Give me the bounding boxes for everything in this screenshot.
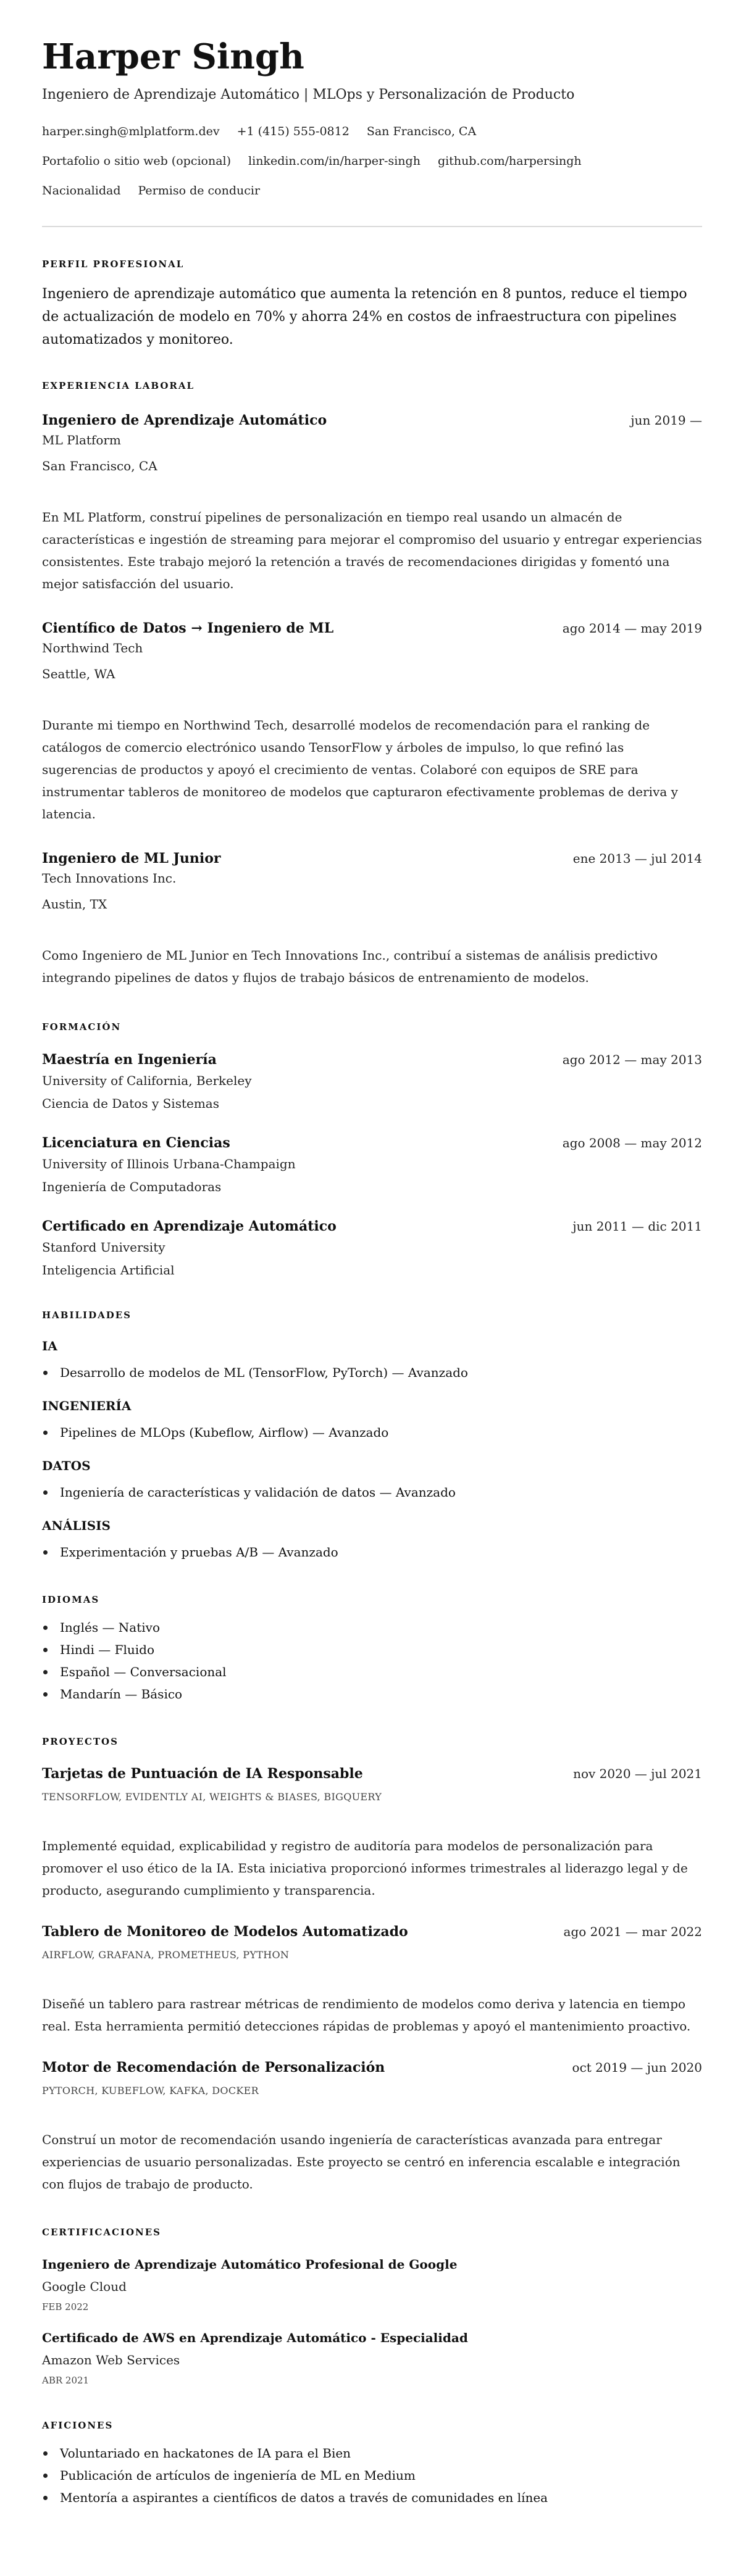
linkedin-link[interactable]: linkedin.com/in/harper-singh: [248, 154, 421, 168]
section-heading-experience: EXPERIENCIA LABORAL: [42, 380, 195, 391]
skill-items: [42, 1543, 702, 1561]
certifications-list: [42, 2256, 702, 2387]
education-header: [42, 1218, 702, 1235]
section-heading-projects: PROYECTOS: [42, 1736, 119, 1747]
section-heading-summary: PERFIL PROFESIONAL: [42, 259, 185, 270]
section-heading-skills: HABILIDADES: [42, 1310, 132, 1321]
project-dates: ago 2021 — mar 2022: [563, 1924, 702, 1939]
job-description: Durante mi tiempo en Northwind Tech, desarrollé modelos de recomendación para el ranking de catálogos de comercio electrónico usando TensorFlow y árboles de impulso, lo que refinó las sugerencias de productos y apoyó el crecimiento de ventas. Colaboré con equipos de SRE para instrumentar tableros de monitoreo de modelos que capturaron efectivamente problemas de deriva y latencia.: [42, 718, 678, 821]
contact-info: [42, 117, 702, 206]
certification-item: [42, 2256, 702, 2314]
language-item-text: Inglés — Nativo: [60, 1620, 160, 1635]
skill-item: [42, 1423, 702, 1442]
experience-list: [42, 412, 702, 989]
language-item: [42, 1683, 702, 1705]
bullet-icon: [43, 1670, 48, 1674]
project-tech: TENSORFLOW, EVIDENTLY AI, WEIGHTS & BIASES, BIGQUERY: [42, 1791, 382, 1803]
section-heading-certifications: CERTIFICACIONES: [42, 2227, 161, 2238]
skill-category: ANÁLISIS: [42, 1518, 111, 1533]
language-item-text: Hindi — Fluido: [60, 1642, 155, 1657]
language-item: [42, 1616, 702, 1639]
email-link[interactable]: harper.singh@mlplatform.dev: [42, 125, 220, 138]
job-title: Ingeniero de Aprendizaje Automático: [42, 412, 327, 428]
field-of-study: Inteligencia Artificial: [42, 1263, 175, 1278]
certification-issuer: Amazon Web Services: [42, 2353, 180, 2367]
project-header: [42, 2059, 702, 2076]
bullet-icon: [43, 2474, 48, 2478]
language-item-text: Español — Conversacional: [60, 1664, 227, 1679]
job-dates: ene 2013 — jul 2014: [572, 851, 702, 866]
degree: Licenciatura en Ciencias: [42, 1135, 230, 1151]
job-dates: jun 2019 —: [630, 413, 702, 428]
experience-header: [42, 412, 702, 429]
job-location: Seattle, WA: [42, 667, 115, 681]
portfolio-link[interactable]: Portafolio o sitio web (opcional): [42, 154, 232, 168]
project-dates: nov 2020 — jul 2021: [573, 1766, 702, 1781]
bullet-icon: [43, 2496, 48, 2500]
school: Stanford University: [42, 1240, 165, 1255]
bullet-icon: [43, 1692, 48, 1697]
project-item: [42, 2059, 702, 2195]
project-dates: oct 2019 — jun 2020: [572, 2060, 702, 2075]
skills-list: [42, 1338, 702, 1561]
experience-header: [42, 620, 702, 637]
bullet-icon: [43, 1371, 48, 1375]
skill-item: [42, 1483, 702, 1502]
project-title: Tarjetas de Puntuación de IA Responsable: [42, 1766, 363, 1782]
section-heading-education: FORMACIÓN: [42, 1021, 122, 1032]
certification-title: Certificado de AWS en Aprendizaje Automático - Especialidad: [42, 2330, 468, 2345]
certification-item: [42, 2330, 702, 2387]
contact-row: [42, 146, 702, 176]
job-location: San Francisco, CA: [42, 459, 157, 473]
bullet-icon: [43, 2451, 48, 2456]
skill-text: Pipelines de MLOps (Kubeflow, Airflow) — Avanzado: [60, 1425, 389, 1440]
skill-item: [42, 1363, 702, 1382]
certification-date: ABR 2021: [42, 2375, 90, 2386]
contact-row: [42, 117, 702, 146]
skill-category: INGENIERÍA: [42, 1398, 132, 1413]
project-tech: PYTORCH, KUBEFLOW, KAFKA, DOCKER: [42, 2085, 259, 2096]
skill-text: Desarrollo de modelos de ML (TensorFlow, PyTorch) — Avanzado: [60, 1365, 468, 1380]
job-location: Austin, TX: [42, 897, 107, 912]
hobby-item: [42, 2464, 702, 2487]
project-tech: AIRFLOW, GRAFANA, PROMETHEUS, PYTHON: [42, 1949, 290, 1961]
project-description: Diseñé un tablero para rastrear métricas de rendimiento de modelos como deriva y latencia en tiempo real. Esta herramienta permitió detecciones rápidas de problemas y apoyó el mantenimiento proactivo.: [42, 1996, 691, 2034]
education-header: [42, 1134, 702, 1152]
bullet-icon: [43, 1431, 48, 1435]
candidate-name: Harper Singh: [42, 36, 304, 77]
bullet-icon: [43, 1550, 48, 1555]
hobby-item-text: Mentoría a aspirantes a científicos de datos a través de comunidades en línea: [60, 2490, 548, 2505]
summary-text: Ingeniero de aprendizaje automático que aumenta la retención en 8 puntos, reduce el tiempo de actualización de modelo en 70% y ahorra 24% en costos de infraestructura con pipelines automatizados y monitoreo.: [42, 286, 687, 347]
education-header: [42, 1051, 702, 1068]
skill-category: IA: [42, 1339, 57, 1353]
project-description: Construí un motor de recomendación usando ingeniería de características avanzada para entregar experiencias de usuario personalizadas. Este proyecto se centró en inferencia escalable e integración con flujos de trabajo de producto.: [42, 2132, 680, 2192]
driving-license: Permiso de conducir: [138, 184, 261, 197]
education-item: [42, 1051, 702, 1112]
experience-item: [42, 850, 702, 989]
project-header: [42, 1765, 702, 1782]
skill-items: [42, 1483, 702, 1502]
education-dates: ago 2012 — may 2013: [562, 1052, 702, 1067]
education-list: [42, 1051, 702, 1279]
bullet-icon: [43, 1490, 48, 1495]
projects-list: [42, 1765, 702, 2195]
degree: Maestría en Ingeniería: [42, 1052, 217, 1068]
job-title: Ingeniero de ML Junior: [42, 850, 221, 866]
skill-category: DATOS: [42, 1458, 91, 1473]
project-item: [42, 1765, 702, 1901]
job-description: Como Ingeniero de ML Junior en Tech Innovations Inc., contribuí a sistemas de análisis predictivo integrando pipelines de datos y flujos de trabajo básicos de entrenamiento de modelos.: [42, 948, 658, 985]
education-dates: jun 2011 — dic 2011: [572, 1219, 702, 1234]
language-item-text: Mandarín — Básico: [60, 1687, 183, 1701]
skill-items: [42, 1363, 702, 1382]
job-description: En ML Platform, construí pipelines de personalización en tiempo real usando un almacén de características e ingestión de streaming para mejorar el compromiso del usuario y entregar experiencias consistentes. Este trabajo mejoró la retención a través de recomendaciones dirigidas y fomentó una mejor satisfacción del usuario.: [42, 510, 702, 591]
experience-item: [42, 620, 702, 825]
degree: Certificado en Aprendizaje Automático: [42, 1218, 337, 1234]
project-title: Tablero de Monitoreo de Modelos Automatizado: [42, 1924, 408, 1940]
nationality: Nacionalidad: [42, 184, 121, 197]
project-header: [42, 1923, 702, 1940]
education-item: [42, 1134, 702, 1195]
phone: +1 (415) 555-0812: [237, 125, 350, 138]
location: San Francisco, CA: [366, 125, 477, 138]
language-item: [42, 1639, 702, 1661]
school: University of Illinois Urbana-Champaign: [42, 1157, 296, 1171]
field-of-study: Ingeniería de Computadoras: [42, 1179, 222, 1194]
skill-text: Ingeniería de características y validación de datos — Avanzado: [60, 1485, 456, 1500]
languages-list: [42, 1616, 702, 1705]
skill-items: [42, 1423, 702, 1442]
certification-date: FEB 2022: [42, 2301, 89, 2312]
project-description: Implementé equidad, explicabilidad y registro de auditoría para modelos de personalización para promover el uso ético de la IA. Esta iniciativa proporcionó informes trimestrales al liderazgo legal y de producto, asegurando cumplimiento y transparencia.: [42, 1839, 688, 1898]
hobby-item-text: Voluntariado en hackatones de IA para el Bien: [60, 2446, 351, 2461]
section-heading-languages: IDIOMAS: [42, 1594, 100, 1605]
certification-issuer: Google Cloud: [42, 2279, 127, 2294]
field-of-study: Ciencia de Datos y Sistemas: [42, 1096, 219, 1111]
project-item: [42, 1923, 702, 2037]
job-title: Científico de Datos → Ingeniero de ML: [42, 620, 334, 636]
section-heading-hobbies: AFICIONES: [42, 2420, 114, 2431]
education-item: [42, 1218, 702, 1279]
contact-row: [42, 176, 702, 206]
project-title: Motor de Recomendación de Personalización: [42, 2059, 385, 2075]
hobby-item: [42, 2442, 702, 2464]
company: Tech Innovations Inc.: [42, 871, 177, 886]
skill-text: Experimentación y pruebas A/B — Avanzado: [60, 1545, 338, 1560]
experience-item: [42, 412, 702, 595]
certification-title: Ingeniero de Aprendizaje Automático Profesional de Google: [42, 2257, 458, 2272]
github-link[interactable]: github.com/harpersingh: [437, 154, 582, 168]
bullet-icon: [43, 1626, 48, 1630]
education-dates: ago 2008 — may 2012: [562, 1136, 702, 1150]
headline: Ingeniero de Aprendizaje Automático | MLOps y Personalización de Producto: [42, 87, 575, 102]
school: University of California, Berkeley: [42, 1073, 252, 1088]
job-dates: ago 2014 — may 2019: [562, 621, 702, 636]
language-item: [42, 1661, 702, 1683]
header-divider: [42, 226, 702, 227]
skill-item: [42, 1543, 702, 1561]
hobbies-list: [42, 2442, 702, 2509]
company: ML Platform: [42, 433, 121, 447]
company: Northwind Tech: [42, 641, 143, 655]
experience-header: [42, 850, 702, 867]
bullet-icon: [43, 1648, 48, 1652]
hobby-item-text: Publicación de artículos de ingeniería de ML en Medium: [60, 2468, 416, 2483]
hobby-item: [42, 2487, 702, 2509]
